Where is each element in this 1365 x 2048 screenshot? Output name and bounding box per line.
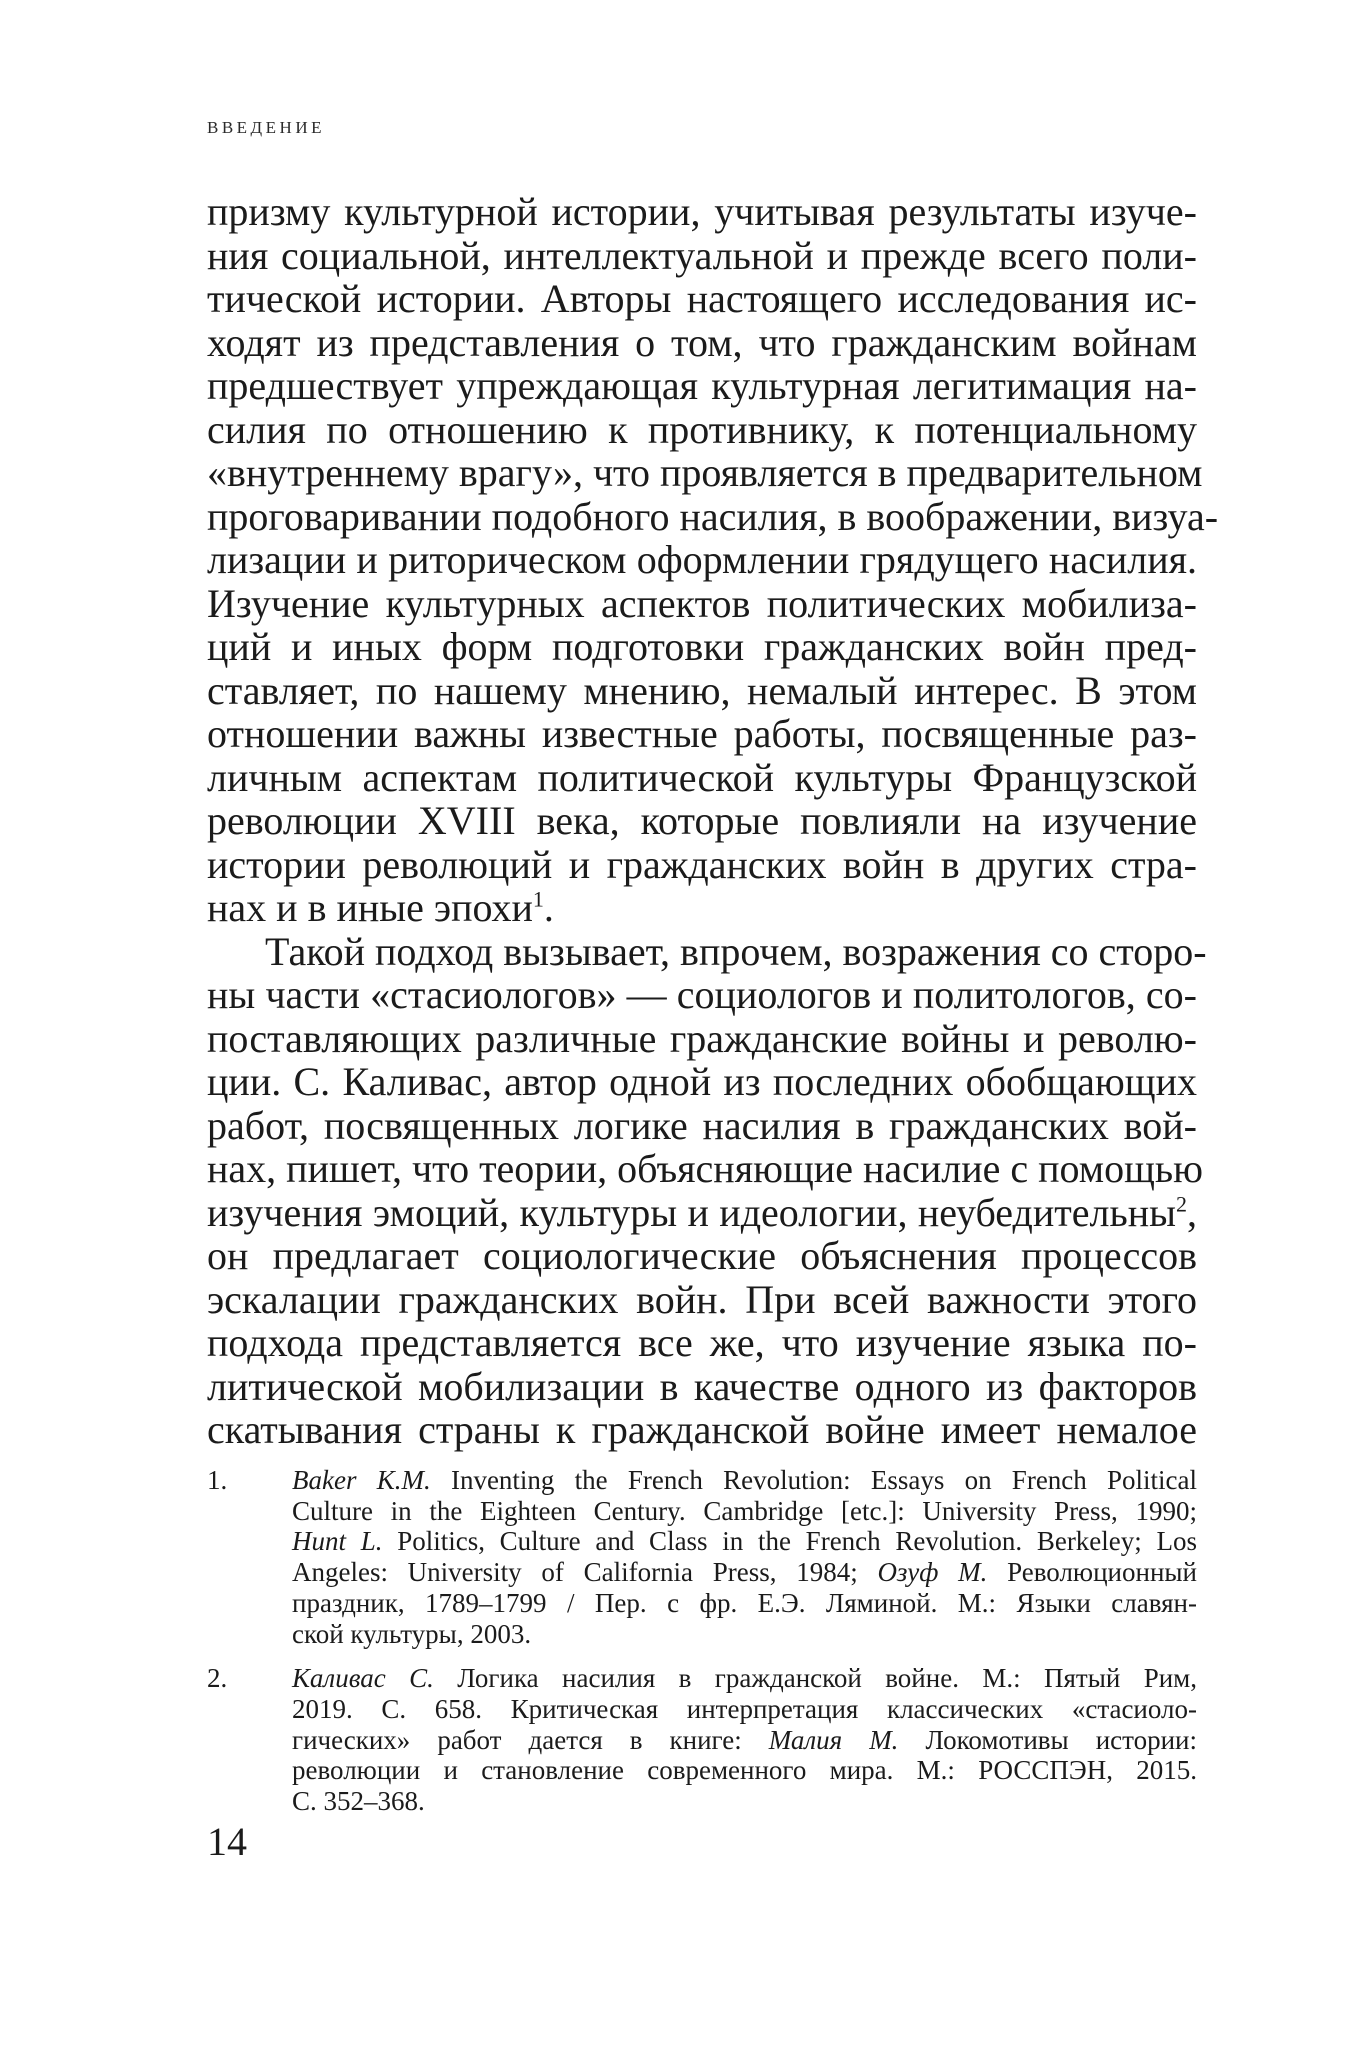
body-line: личным аспектам политической культуры Французской — [207, 754, 1197, 800]
body-line: призму культурной истории, учитывая результаты изуче- — [207, 189, 1197, 234]
body-line: тической истории. Авторы настоящего исследования ис- — [207, 276, 1197, 321]
body-line: поставляющих различные гражданские войны и револю- — [207, 1015, 1197, 1061]
body-line-with-footnote-1: нах и в иные эпохи$^1$. — [207, 885, 554, 930]
footnote-number: 1. — [207, 1465, 228, 1495]
footnote-line: ской культуры, 2003. — [292, 1618, 532, 1649]
footnote-2 — [207, 1663, 1197, 1817]
footnote-line: праздник, 1789–1799 / Пер. с фр. Е.Э. Ляминой. М.: Языки славян- — [292, 1587, 1197, 1618]
footnote-ref-2[interactable]: 2 — [1176, 1191, 1187, 1217]
footnote-line: Angeles: University of California Press, 1984; Озуф М. Революционный — [292, 1557, 1197, 1588]
body-line: Изучение культурных аспектов политических мобилиза- — [207, 580, 1197, 626]
body-line: отношении важны известные работы, посвященные раз- — [207, 711, 1197, 756]
author-name: Малия М. — [768, 1724, 899, 1755]
body-text — [207, 189, 1219, 1452]
footnote-line: Каливас С. Логика насилия в гражданской войне. М.: Пятый Рим, — [292, 1663, 1197, 1694]
body-line: ходят из представления о том, что гражданским войнам — [207, 319, 1197, 365]
author-name: Hunt L. — [292, 1526, 383, 1557]
body-line: подхода представляется все же, что изучение языка по- — [207, 1320, 1197, 1365]
body-line: литической мобилизации в качестве одного из факторов — [207, 1363, 1197, 1409]
body-line: ны части «стасиологов» — социологов и политологов, со- — [207, 972, 1197, 1017]
footnote-line: Baker K.M. Inventing the French Revolution: Essays on French Political — [292, 1465, 1198, 1495]
body-line: работ, посвященных логике насилия в гражданских вой- — [207, 1102, 1197, 1148]
footnote-line: гических» работ дается в книге: Малия М. Локомотивы истории: — [292, 1724, 1197, 1755]
page-number: 14 — [207, 1819, 247, 1864]
body-line: нах, пишет, что теории, объясняющие насилие с помощью — [207, 1146, 1204, 1191]
body-line: лизации и риторическом оформлении грядущего насилия. — [207, 537, 1197, 582]
body-line: ций и иных форм подготовки гражданских войн пред- — [207, 624, 1197, 669]
footnote-line: 2019. С. 658. Критическая интерпретация классических «стасиоло- — [292, 1693, 1197, 1724]
body-line: силия по отношению к противнику, к потенциальному — [207, 406, 1197, 452]
body-line: «внутреннему врагу», что проявляется в предварительном — [207, 450, 1203, 495]
footnote-ref-1[interactable]: 1 — [532, 886, 544, 912]
body-line-tail: , — [1187, 1189, 1197, 1235]
author-name: Baker K.M. — [292, 1465, 431, 1495]
body-line: ции. С. Каливас, автор одной из последних обобщающих — [207, 1059, 1197, 1104]
body-line: он предлагает социологические объяснения процессов — [207, 1233, 1197, 1278]
footnote-line: революции и становление современного мира. М.: РОССПЭН, 2015. — [292, 1755, 1197, 1786]
footnote-line: С. 352–368. — [292, 1786, 425, 1817]
footnote-number: 2. — [207, 1663, 228, 1694]
running-head: ВВЕДЕНИЕ — [207, 118, 325, 137]
footnote-line: Hunt L. Politics, Culture and Class in the French Revolution. Berkeley; Los — [292, 1526, 1197, 1557]
author-name: Озуф М. — [877, 1557, 988, 1588]
body-line: ния социальной, интеллектуальной и прежде всего поли- — [207, 232, 1197, 278]
author-name: Каливас С. — [292, 1663, 434, 1694]
body-line: революции XVIII века, которые повлияли на изучение — [207, 798, 1197, 843]
body-line: эскалации гражданских войн. При всей важности этого — [207, 1276, 1197, 1322]
body-line: истории революций и гражданских войн в других стра- — [207, 841, 1197, 887]
body-line: скатывания страны к гражданской войне имеет немалое — [207, 1407, 1197, 1452]
body-line-paragraph-start: Такой подход вызывает, впрочем, возражения со сторо- — [265, 928, 1207, 974]
body-line: проговаривании подобного насилия, в воображении, визуа- — [207, 493, 1219, 539]
body-line: ставляет, по нашему мнению, немалый интерес. В этом — [207, 667, 1197, 713]
footnote-1 — [207, 1465, 1197, 1649]
body-line-text: изучения эмоций, культуры и идеологии, неубедительны — [207, 1189, 1176, 1235]
body-line-text: нах и в иные эпохи — [207, 885, 533, 930]
body-line-with-footnote-2 — [207, 1191, 1197, 1235]
footnote-line: Culture in the Eighteen Century. Cambridge [etc.]: University Press, 1990; — [292, 1495, 1197, 1526]
footnotes — [207, 1465, 1197, 1831]
body-line: предшествует упреждающая культурная легитимация на- — [207, 363, 1197, 408]
